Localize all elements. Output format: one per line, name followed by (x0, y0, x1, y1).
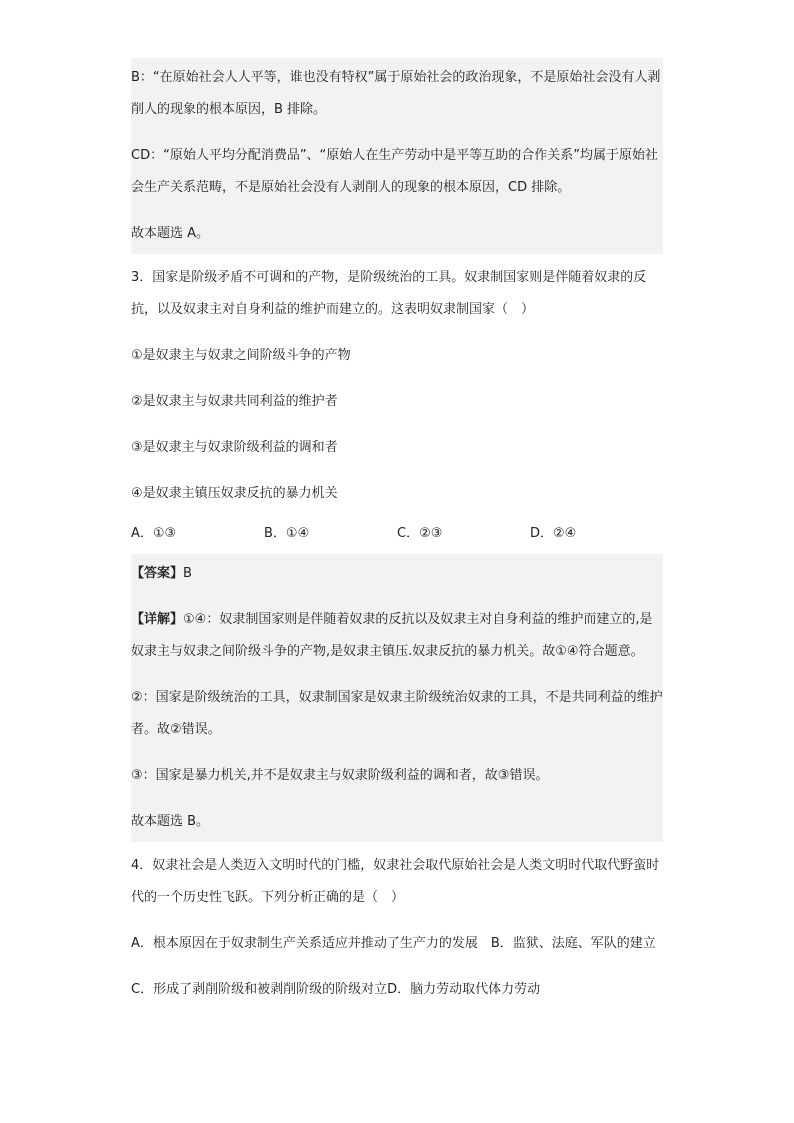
question-3-item-4: ④是奴隶主镇压奴隶反抗的暴力机关 (131, 486, 338, 501)
analysis-conclusion: 故本题选 A。 (131, 226, 210, 241)
question-4-options-cd: C．形成了剥削阶级和被剥削阶级的阶级对立D．脑力劳动取代体力劳动 (131, 982, 541, 997)
question-3-item-2: ②是奴隶主与奴隶共同利益的维护者 (131, 394, 338, 409)
detail-text-1: ①④：奴隶制国家则是伴随着奴隶的反抗以及奴隶主对自身利益的维护而建立的,是奴隶主与奴隶之间阶级斗争的产物,是奴隶主镇压.奴隶反抗的暴力机关。故①④符合题意。 (131, 612, 653, 659)
analysis-block-q2 (131, 58, 663, 254)
option-a: A．①③ (131, 526, 177, 541)
answer-line (131, 554, 663, 594)
detail-label: 【详解】 (131, 612, 184, 627)
detail-paragraph-3: ③：国家是暴力机关,并不是奴隶主与奴隶阶级利益的调和者，故③错误。 (131, 768, 549, 783)
option-c: C．②③ (397, 526, 443, 541)
analysis-paragraph-cd: CD：“原始人平均分配消费品”、“原始人在生产劳动中是平等互助的合作关系”均属于原始社会生产关系范畴，不是原始社会没有人剥削人的现象的根本原因，CD 排除。 (131, 148, 659, 195)
option-d: D．②④ (530, 526, 577, 541)
question-4-options-ab: A．根本原因在于奴隶制生产关系适应并推动了生产力的发展 B．监狱、法庭、军队的建立 (131, 936, 656, 951)
question-3-options (131, 514, 663, 554)
document-content (131, 58, 663, 1010)
question-3-stem: 3．国家是阶级矛盾不可调和的产物，是阶级统治的工具。奴隶制国家则是伴随着奴隶的反抗，以及奴隶主对自身利益的维护而建立的。这表明奴隶制国家（ ） (131, 270, 647, 317)
answer-label: 【答案】 (131, 566, 184, 581)
detail-paragraph-2: ②：国家是阶级统治的工具，奴隶制国家是奴隶主阶级统治奴隶的工具，不是共同利益的维护者。故②错误。 (131, 690, 663, 737)
option-b: B．①④ (264, 526, 310, 541)
question-3-item-3: ③是奴隶主与奴隶阶级利益的调和者 (131, 440, 338, 455)
answer-block-q3 (131, 554, 663, 842)
question-4-stem: 4．奴隶社会是人类迈入文明时代的门槛，奴隶社会取代原始社会是人类文明时代取代野蛮时代的一个历史性飞跃。下列分析正确的是（ ） (131, 858, 660, 905)
analysis-paragraph-b: B：“在原始社会人人平等，谁也没有特权”属于原始社会的政治现象，不是原始社会没有人剥削人的现象的根本原因，B 排除。 (131, 70, 661, 117)
answer-value: B (183, 566, 192, 581)
detail-conclusion: 故本题选 B。 (131, 814, 210, 829)
detail-paragraph-1 (131, 600, 663, 672)
question-3-item-1: ①是奴隶主与奴隶之间阶级斗争的产物 (131, 348, 351, 363)
